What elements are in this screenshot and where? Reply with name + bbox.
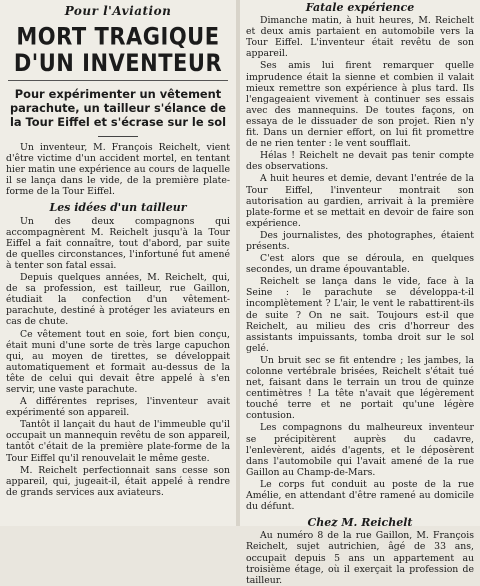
intro-paragraph: Un inventeur, M. François Reichelt, vient d'être victime d'un accident mortel, en tentant hier matin une expérience au cours de laquelle il se lança dans le vide, de la première plate-forme de la Tour Eiffel. <box>6 142 230 198</box>
kicker: Pour l'Aviation <box>64 4 172 18</box>
paragraph: Les compagnons du malheureux inventeur se précipitèrent auprès du cadavre, l'enlevèrent, aidés d'agents, et le déposèrent dans l'automobile qui l'avait amené de la rue Gaillon au Champ-de-Mars. <box>246 422 474 478</box>
paragraph: Ses amis lui firent remarquer quelle imprudence était la sienne et combien il valait mieux remettre son expérience à plus tard. Ils l'engageaient vivement à continuer ses essais avec des mannequins. De toutes façons, on essaya de le dissuader de son projet. Rien n'y fit. Dans un dernier effort, on lui fit promettre de ne rien tenter : le vent soufflait. <box>246 60 474 150</box>
paragraph: Depuis quelques années, M. Reichelt, qui, de sa profession, est tailleur, rue Gaillon, étudiait la confection d'un vêtement-parachute, destiné à protéger les aviateurs en cas de chute. <box>6 272 230 328</box>
section-title-fatale: Fatale expérience <box>305 1 415 14</box>
paragraph: Ce vêtement tout en soie, fort bien conçu, était muni d'une sorte de très large capuchon qui, au moyen de tirettes, se développait automatiquement et formait au-dessus de la tête de celui qui devait être appelé à s'en servir, une vaste parachute. <box>6 328 230 395</box>
deck-separator <box>98 136 138 137</box>
paragraph: Tantôt il lançait du haut de l'immeuble qu'il occupait un mannequin revêtu de son appareil, tantôt c'était de la première plate-forme de la Tour Eiffel qu'il renouvelait le même geste. <box>6 419 230 464</box>
paragraph: Hélas ! Reichelt ne devait pas tenir compte des observations. <box>246 150 474 173</box>
paragraph: M. Reichelt perfectionnait sans cesse son appareil, qui, jugeait-il, était appelé à rendre de grands services aux aviateurs. <box>6 464 230 498</box>
paragraph: A différentes reprises, l'inventeur avait expérimenté son appareil. <box>6 396 230 419</box>
paragraph: Au numéro 8 de la rue Gaillon, M. François Reichelt, sujet autrichien, âgé de 33 ans, occupait depuis 5 ans un appartement au troisième étage, où il exerçait la profession de tailleur. <box>246 530 474 586</box>
section-title-chez: Chez M. Reichelt <box>307 516 413 530</box>
section-title-idees: Les idées d'un tailleur <box>49 201 187 215</box>
deck: Pour expérimenter un vêtement parachute, un tailleur s'élance de la Tour Eiffel et s'écrase sur le sol <box>9 87 227 129</box>
left-column <box>0 0 237 526</box>
headline-line-1: MORT TRAGIQUE <box>16 22 220 51</box>
paragraph: A huit heures et demie, devant l'entrée de la Tour Eiffel, l'inventeur montrait son autorisation au gardien, arrivait à la première plate-forme et se mettait en devoir de faire son expérience. <box>246 173 474 229</box>
paragraph: Le corps fut conduit au poste de la rue Amélie, en attendant d'être ramené au domicile du défunt. <box>246 478 474 513</box>
headline <box>4 24 232 77</box>
left-body <box>6 142 230 498</box>
paragraph: Dimanche matin, à huit heures, M. Reichelt et deux amis partaient en automobile vers la Tour Eiffel. L'inventeur était revêtu de son appareil. <box>246 15 474 60</box>
paragraph: Reichelt se lança dans le vide, face à la Seine : le parachute se développa-t-il incomplètement ? L'air, le vent le rabattirent-ils de suite ? On ne sait. Toujours est-il que Reichelt, au milieu des cris d'horreur des assistants impuissants, tomba droit sur le sol gelé. <box>246 276 474 354</box>
headline-rule <box>8 80 228 81</box>
right-body <box>246 2 474 586</box>
paragraph: C'est alors que se déroula, en quelques secondes, un drame épouvantable. <box>246 253 474 276</box>
right-column <box>240 0 480 586</box>
paragraph: Des journalistes, des photographes, étaient présents. <box>246 229 474 252</box>
paragraph: Un des deux compagnons qui accompagnèrent M. Reichelt jusqu'à la Tour Eiffel a fait connaître, tout d'abord, par suite de quelles circonstances, l'infortuné fut amené à tenter son fatal essai. <box>6 215 230 271</box>
paragraph: Un bruit sec se fit entendre ; les jambes, la colonne vertébrale brisées, Reichelt s'était tué net, faisant dans le terrain un trou de quinze centimètres ! La tête n'avait que légèrement touché terre et ne portait qu'une légère contusion. <box>246 354 474 422</box>
headline-line-2: D'UN INVENTEUR <box>13 49 223 77</box>
